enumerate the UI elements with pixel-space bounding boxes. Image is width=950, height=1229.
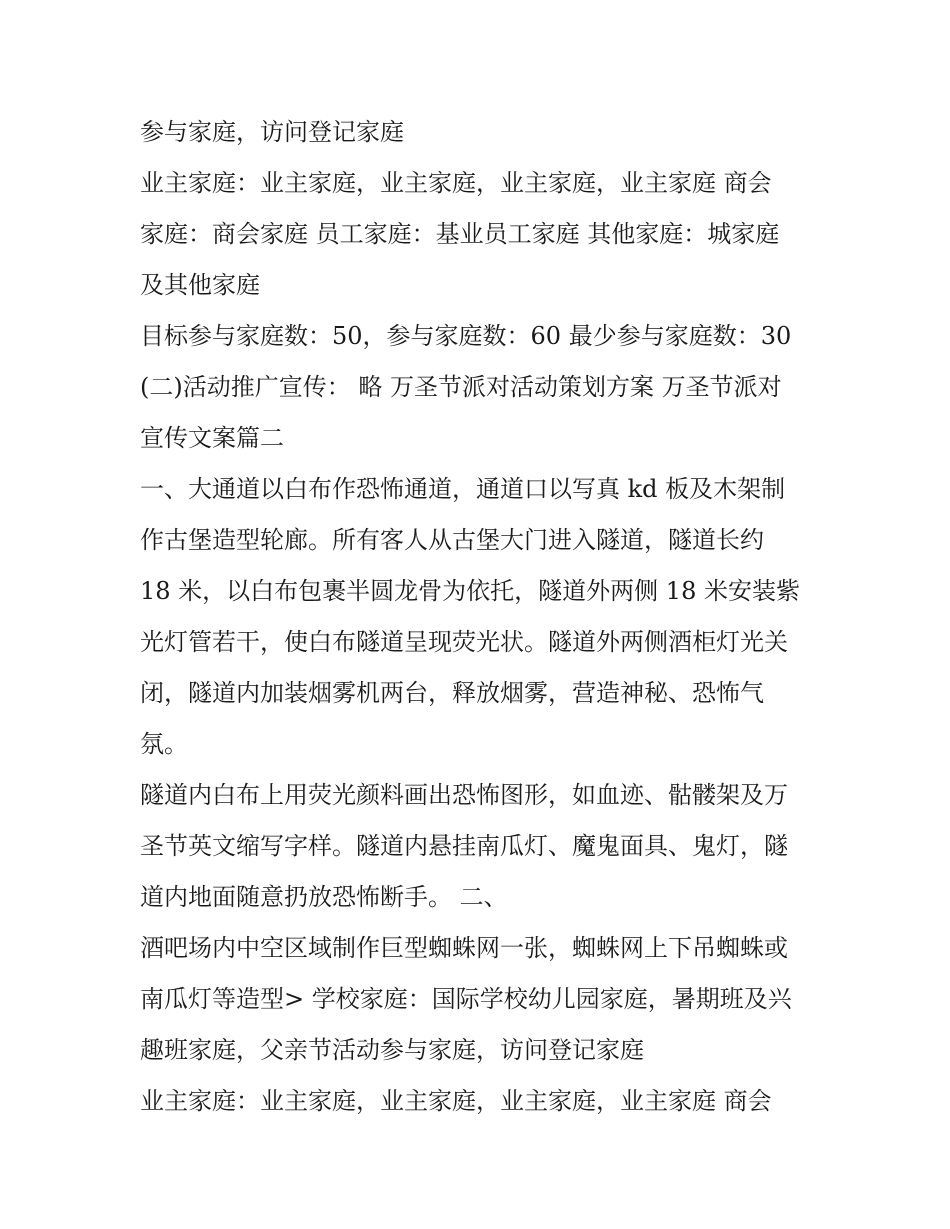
text-line: 一、大通道以白布作恐怖通道，通道口以写真 kd 板及木架制 (140, 475, 786, 503)
text-line: 目标参与家庭数：50，参与家庭数：60 最少参与家庭数：30 (140, 322, 792, 350)
text-line: 圣节英文缩写字样。隧道内悬挂南瓜灯、魔鬼面具、鬼灯，隧 (140, 832, 788, 860)
text-line: 南瓜灯等造型> 学校家庭：国际学校幼儿园家庭，暑期班及兴 (140, 985, 792, 1013)
text-line: 隧道内白布上用荧光颜料画出恐怖图形，如血迹、骷髅架及万 (140, 781, 788, 809)
text-line: 参与家庭，访问登记家庭 (140, 118, 404, 146)
document-body (140, 107, 830, 1127)
text-line: 趣班家庭，父亲节活动参与家庭，访问登记家庭 (140, 1036, 644, 1064)
text-line: 酒吧场内中空区域制作巨型蜘蛛网一张，蜘蛛网上下吊蜘蛛或 (140, 934, 788, 962)
text-line: 及其他家庭 (140, 271, 260, 299)
text-line: 家庭：商会家庭 员工家庭：基业员工家庭 其他家庭：城家庭 (140, 220, 780, 248)
text-line: 氛。 (140, 730, 188, 758)
text-line: 18 米，以白布包裹半圆龙骨为依托，隧道外两侧 18 米安装紫 (140, 577, 800, 605)
text-line: 业主家庭：业主家庭，业主家庭，业主家庭，业主家庭 商会 (140, 169, 772, 197)
text-line: 光灯管若干，使白布隧道呈现荧光状。隧道外两侧酒柜灯光关 (140, 628, 788, 656)
text-line: 闭，隧道内加装烟雾机两台，释放烟雾，营造神秘、恐怖气 (140, 679, 764, 707)
text-line: 作古堡造型轮廊。所有客人从古堡大门进入隧道，隧道长约 (140, 526, 764, 554)
text-line: 业主家庭：业主家庭，业主家庭，业主家庭，业主家庭 商会 (140, 1087, 772, 1115)
text-line: (二)活动推广宣传： 略 万圣节派对活动策划方案 万圣节派对 (140, 373, 782, 401)
text-line: 道内地面随意扔放恐怖断手。 二、 (140, 883, 508, 911)
text-line: 宣传文案篇二 (140, 424, 284, 452)
